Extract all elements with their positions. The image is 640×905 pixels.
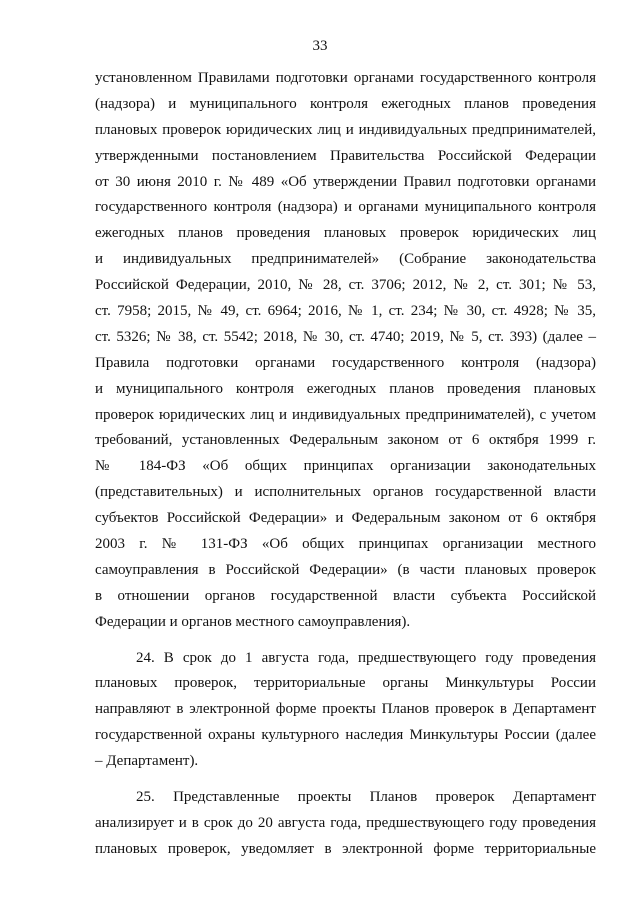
text-line: Российской Федерации, 2010, № 28, ст. 3706; 2012, № 2, ст. 301; № 53, (95, 277, 596, 294)
body-text (95, 66, 596, 863)
text-line: и муниципального контроля ежегодных планов проведения плановых (95, 380, 596, 397)
text-line: требований, установленных Федеральным законом от 6 октября 1999 г. (95, 432, 596, 449)
text-line: проверок юридических лиц и индивидуальных предпринимателей), с учетом (95, 406, 596, 423)
text-line: утвержденными постановлением Правительства Российской Федерации (95, 147, 596, 164)
text-line: и индивидуальных предпринимателей» (Собрание законодательства (95, 251, 596, 268)
text-line: самоуправления в Российской Федерации» (в части плановых проверок (95, 561, 596, 578)
page-number: 33 (312, 38, 328, 54)
text-line: (представительных) и исполнительных органов государственной власти (95, 484, 596, 501)
text-line: 2003 г. № 131-ФЗ «Об общих принципах организации местного (95, 536, 596, 553)
text-line: ст. 5326; № 38, ст. 5542; 2018, № 30, ст. 4740; 2019, № 5, ст. 393) (далее – (95, 328, 596, 345)
text-line: плановых проверок, уведомляет в электронной форме территориальные (95, 840, 596, 857)
text-line: Федерации и органов местного самоуправления). (95, 613, 411, 630)
text-line: № 184-ФЗ «Об общих принципах организации законодательных (95, 458, 596, 475)
text-line: анализирует и в срок до 20 августа года, предшествующего году проведения (95, 814, 596, 831)
text-line: субъектов Российской Федерации» и Федеральным законом от 6 октября (95, 510, 596, 527)
text-line: ст. 7958; 2015, № 49, ст. 6964; 2016, № 1, ст. 234; № 30, ст. 4928; № 35, (95, 303, 596, 320)
text-line: – Департамент). (95, 753, 199, 770)
text-line: в отношении органов государственной власти субъекта Российской (95, 587, 596, 604)
text-line: 24. В срок до 1 августа года, предшествующего году проведения (136, 649, 596, 666)
text-line: Правила подготовки органами государственного контроля (надзора) (95, 354, 596, 371)
text-line: плановых проверок, территориальные органы Минкультуры России (95, 675, 596, 692)
text-line: плановых проверок юридических лиц и индивидуальных предпринимателей, (95, 121, 596, 138)
text-line: ежегодных планов проведения плановых проверок юридических лиц (95, 225, 596, 242)
text-line: направляют в электронной форме проекты Планов проверок в Департамент (95, 701, 596, 718)
text-line: государственного контроля (надзора) и органами муниципального контроля (95, 199, 596, 216)
text-line: (надзора) и муниципального контроля ежегодных планов проведения (95, 95, 596, 112)
text-line: государственной охраны культурного наследия Минкультуры России (далее (95, 727, 596, 744)
text-line: от 30 июня 2010 г. № 489 «Об утверждении Правил подготовки органами (95, 173, 596, 190)
text-line: установленном Правилами подготовки органами государственного контроля (95, 70, 596, 86)
text-line: 25. Представленные проекты Планов проверок Департамент (136, 789, 596, 806)
